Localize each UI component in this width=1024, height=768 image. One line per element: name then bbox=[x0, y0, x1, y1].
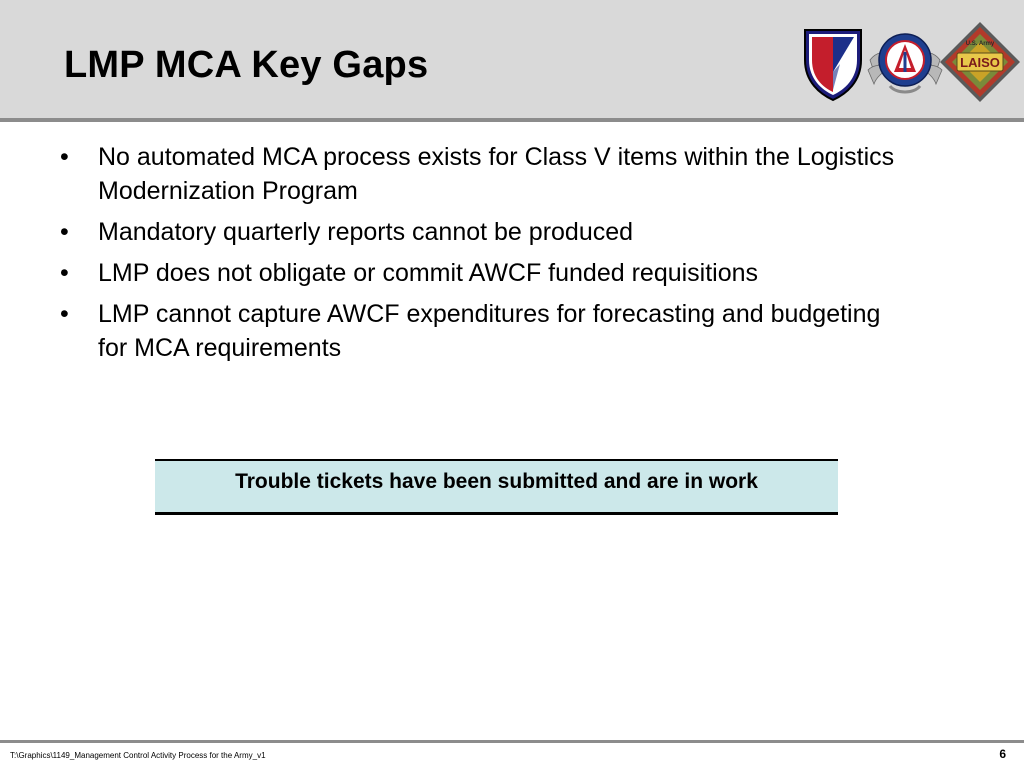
bullet-text: Mandatory quarterly reports cannot be produced bbox=[98, 218, 634, 246]
callout-text: Trouble tickets have been submitted and are in work bbox=[235, 469, 758, 493]
bullet-marker: • bbox=[60, 143, 69, 171]
header-logos bbox=[0, 20, 1024, 110]
bullet-item bbox=[60, 215, 910, 249]
bullet-item bbox=[60, 256, 910, 290]
footer-divider bbox=[0, 740, 1024, 743]
footer-file-path: T:\Graphics\1149_Management Control Activity Process for the Army_v1 bbox=[10, 751, 266, 760]
svg-text:LAISO: LAISO bbox=[960, 55, 1000, 70]
bullet-marker: • bbox=[60, 218, 69, 246]
emblem-icon bbox=[866, 22, 944, 102]
bullet-text: No automated MCA process exists for Class V items within the Logistics Modernization Program bbox=[98, 143, 895, 205]
slide-title: LMP MCA Key Gaps bbox=[64, 44, 429, 86]
bullet-marker: • bbox=[60, 300, 69, 328]
callout-box bbox=[155, 459, 838, 515]
header-divider bbox=[0, 118, 1024, 122]
diamond-icon bbox=[938, 20, 1022, 104]
page-number: 6 bbox=[999, 747, 1006, 761]
bullet-text: LMP cannot capture AWCF expenditures for forecasting and budgeting for MCA requirements bbox=[98, 300, 881, 362]
bullet-item bbox=[60, 297, 910, 365]
bullet-marker: • bbox=[60, 259, 69, 287]
bullet-item bbox=[60, 140, 910, 208]
bullet-text: LMP does not obligate or commit AWCF funded requisitions bbox=[98, 259, 759, 287]
svg-text:U.S. Army: U.S. Army bbox=[965, 41, 995, 47]
bullet-list bbox=[60, 140, 910, 372]
shield-icon bbox=[802, 26, 864, 102]
